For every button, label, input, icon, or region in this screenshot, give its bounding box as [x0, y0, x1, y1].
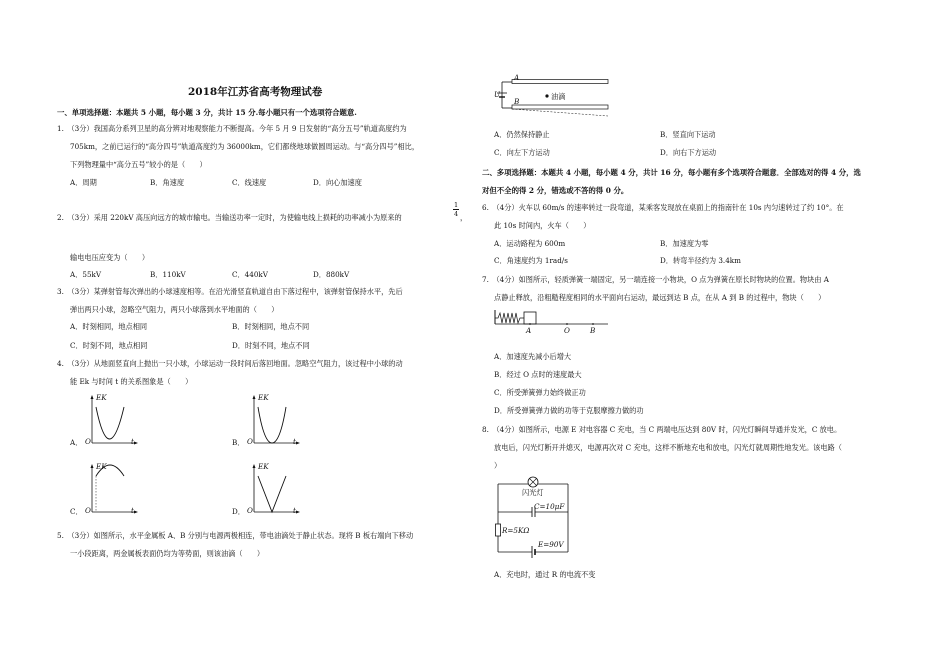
question-5-option-a: A．仍然保持静止 — [494, 130, 550, 139]
question-2-fraction-numerator: 1 — [454, 201, 459, 209]
question-6-line-2: 此 10s 时间内，火车（ ） — [494, 221, 591, 230]
question-8-capacitor-label: C=10μF — [534, 502, 565, 511]
question-4-graph-c-xlabel: t — [131, 506, 134, 515]
question-6-option-d: D．转弯半径约为 3.4km — [660, 256, 741, 265]
question-4-option-c: C． — [70, 507, 83, 516]
question-2-option-b: B．110kV — [150, 270, 186, 279]
question-8-lamp-label: 闪光灯 — [522, 488, 544, 497]
question-4-option-b: B． — [232, 438, 245, 447]
question-4-graph-a-origin: O — [85, 437, 91, 446]
question-2-option-a: A．55kV — [70, 270, 102, 279]
question-5-oil-drop-label: 油滴 — [551, 92, 566, 101]
question-8-circuit-figure — [490, 474, 580, 558]
question-2-option-d: D．880kV — [313, 270, 350, 279]
question-7-point-b-label: B — [590, 326, 596, 335]
question-3-option-b: B．时刻相同，地点不同 — [232, 322, 310, 331]
question-7-option-c: C．所受弹簧弹力始终做正功 — [494, 388, 586, 397]
question-4-graph-b-xlabel: t — [293, 437, 296, 446]
question-1-line-1: 1. （3分）我国高分系列卫星的高分辨对地观察能力不断提高。今年 5 月 9 日发射的“高分五号”轨道高度约为 — [57, 124, 407, 133]
question-7-option-d: D．所受弹簧弹力做的功等于克服摩擦力做的功 — [494, 406, 644, 415]
question-4-graph-c-origin: O — [85, 506, 91, 515]
section-heading-multi-choice-line-2: 对但不全的得 2 分，错选或不答的得 0 分。 — [482, 186, 629, 195]
question-5-option-b: B．竖直向下运动 — [660, 130, 716, 139]
question-4-graph-c-ylabel: EK — [96, 462, 107, 471]
question-1-option-b: B．角速度 — [150, 178, 185, 187]
question-2-line-1: 2. （3分）采用 220kV 高压向远方的城市输电。当输送功率一定时，为使输电线上损耗的功率减小为原来的 — [57, 213, 402, 222]
question-7-option-a: A．加速度先减小后增大 — [494, 352, 572, 361]
question-5-plate-a-label: A — [514, 73, 520, 82]
question-8-line-3: ） — [494, 461, 502, 470]
question-6-line-1: 6. （4分）火车以 60m/s 的速率转过一段弯道，某乘客发现放在桌面上的指南针在 10s 内匀速转过了约 10°。在 — [482, 203, 844, 212]
section-heading-single-choice: 一、单项选择题：本题共 5 小题，每小题 3 分，共计 15 分.每小题只有一个选项符合题意. — [57, 108, 357, 117]
question-1-option-d: D．向心加速度 — [313, 178, 362, 187]
question-4-line-1: 4. （3分）从地面竖直向上抛出一只小球，小球运动一段时间后落回地面。忽略空气阻力，该过程中小球的动 — [57, 359, 403, 368]
question-8-option-a: A．充电时，通过 R 的电流不变 — [494, 570, 596, 579]
question-8-line-1: 8. （4分）如图所示，电源 E 对电容器 C 充电，当 C 两端电压达到 80V 时，闪光灯瞬间导通并发光，C 放电。 — [482, 425, 842, 434]
question-7-point-a-label: A — [526, 326, 532, 335]
question-1-option-c: C．线速度 — [232, 178, 267, 187]
question-1-option-a: A．周期 — [70, 178, 97, 187]
question-4-graph-a-ylabel: EK — [96, 393, 107, 402]
question-8-line-2: 放电后，闪光灯断开并熄灭，电源再次对 C 充电，这样不断地充电和放电，闪光灯就周期性地发光。该电路（ — [494, 443, 842, 452]
question-3-line-2: 弹出两只小球，忽略空气阻力，两只小球落到水平地面的（ ） — [70, 305, 279, 314]
question-5-option-c: C．向左下方运动 — [494, 148, 550, 157]
question-5-line-1: 5. （3分）如图所示，水平金属板 A、B 分别与电源两极相连，带电油滴处于静止状态。现将 B 板右端向下移动 — [57, 531, 414, 540]
question-5-line-2: 一小段距离，两金属板表面仍均为等势面，则该油滴（ ） — [70, 549, 265, 558]
question-5-option-d: D．向右下方运动 — [660, 148, 717, 157]
question-6-option-b: B．加速度为零 — [660, 239, 709, 248]
question-3-line-1: 3. （3分）某弹射管每次弹出的小球速度相等。在沿光滑竖直轨道自由下落过程中，该弹射管保持水平，先后 — [57, 287, 403, 296]
question-4-option-a: A． — [70, 438, 83, 447]
question-8-resistor-label: R=5KΩ — [502, 526, 530, 535]
question-8-source-label: E=90V — [538, 540, 564, 549]
question-5-plate-b-label: B — [514, 97, 520, 106]
question-2-fraction-denominator: 4 — [454, 210, 459, 218]
question-3-option-a: A．时刻相同，地点相同 — [70, 322, 148, 331]
question-1-line-3: 下列物理量中“高分五号”较小的是（ ） — [70, 160, 207, 169]
question-2-fraction-tail: ， — [460, 213, 468, 222]
question-3-option-c: C．时刻不同，地点相同 — [70, 341, 148, 350]
section-heading-multi-choice-line-1: 二、多项选择题：本题共 4 小题，每小题 4 分，共计 16 分，每小题有多个选项符合题意．全部选对的得 4 分，选 — [482, 168, 861, 177]
question-7-line-2: 点静止释放，沿粗糙程度相同的水平面向右运动，最远到达 B 点，在从 A 到 B 的过程中，物块（ ） — [494, 293, 826, 302]
question-4-graph-d-origin: O — [247, 506, 253, 515]
question-4-graph-d-ylabel: EK — [258, 462, 269, 471]
question-4-line-2: 能 Ek 与时间 t 的关系图象是（ ） — [70, 377, 193, 386]
question-4-option-d: D． — [232, 507, 245, 516]
question-2-line-2: 输电电压应变为（ ） — [70, 253, 150, 262]
question-4-graph-d-xlabel: t — [293, 506, 296, 515]
question-2-option-c: C．440kV — [232, 270, 268, 279]
page-title: 2018年江苏省高考物理试卷 — [188, 86, 323, 98]
question-7-line-1: 7. （4分）如图所示，轻质弹簧一端固定，另一端连接一小物块，O 点为弹簧在原长时物块的位置。物块由 A — [482, 275, 829, 284]
question-6-option-a: A．运动路程为 600m — [494, 239, 566, 248]
question-5-voltage-label: U — [494, 90, 501, 99]
question-3-option-d: D．时刻不同，地点不同 — [232, 341, 310, 350]
question-7-option-b: B．经过 O 点时的速度最大 — [494, 370, 582, 379]
question-4-graph-a-xlabel: t — [131, 437, 134, 446]
question-4-graph-b-origin: O — [247, 437, 253, 446]
question-7-point-o-label: O — [564, 326, 570, 335]
question-4-graph-b-ylabel: EK — [258, 393, 269, 402]
question-1-line-2: 705km，之前已运行的“高分四号”轨道高度约为 36000km，它们都绕地球做圆周运动。与“高分四号”相比， — [70, 142, 420, 151]
question-6-option-c: C．角速度约为 1rad/s — [494, 256, 568, 265]
